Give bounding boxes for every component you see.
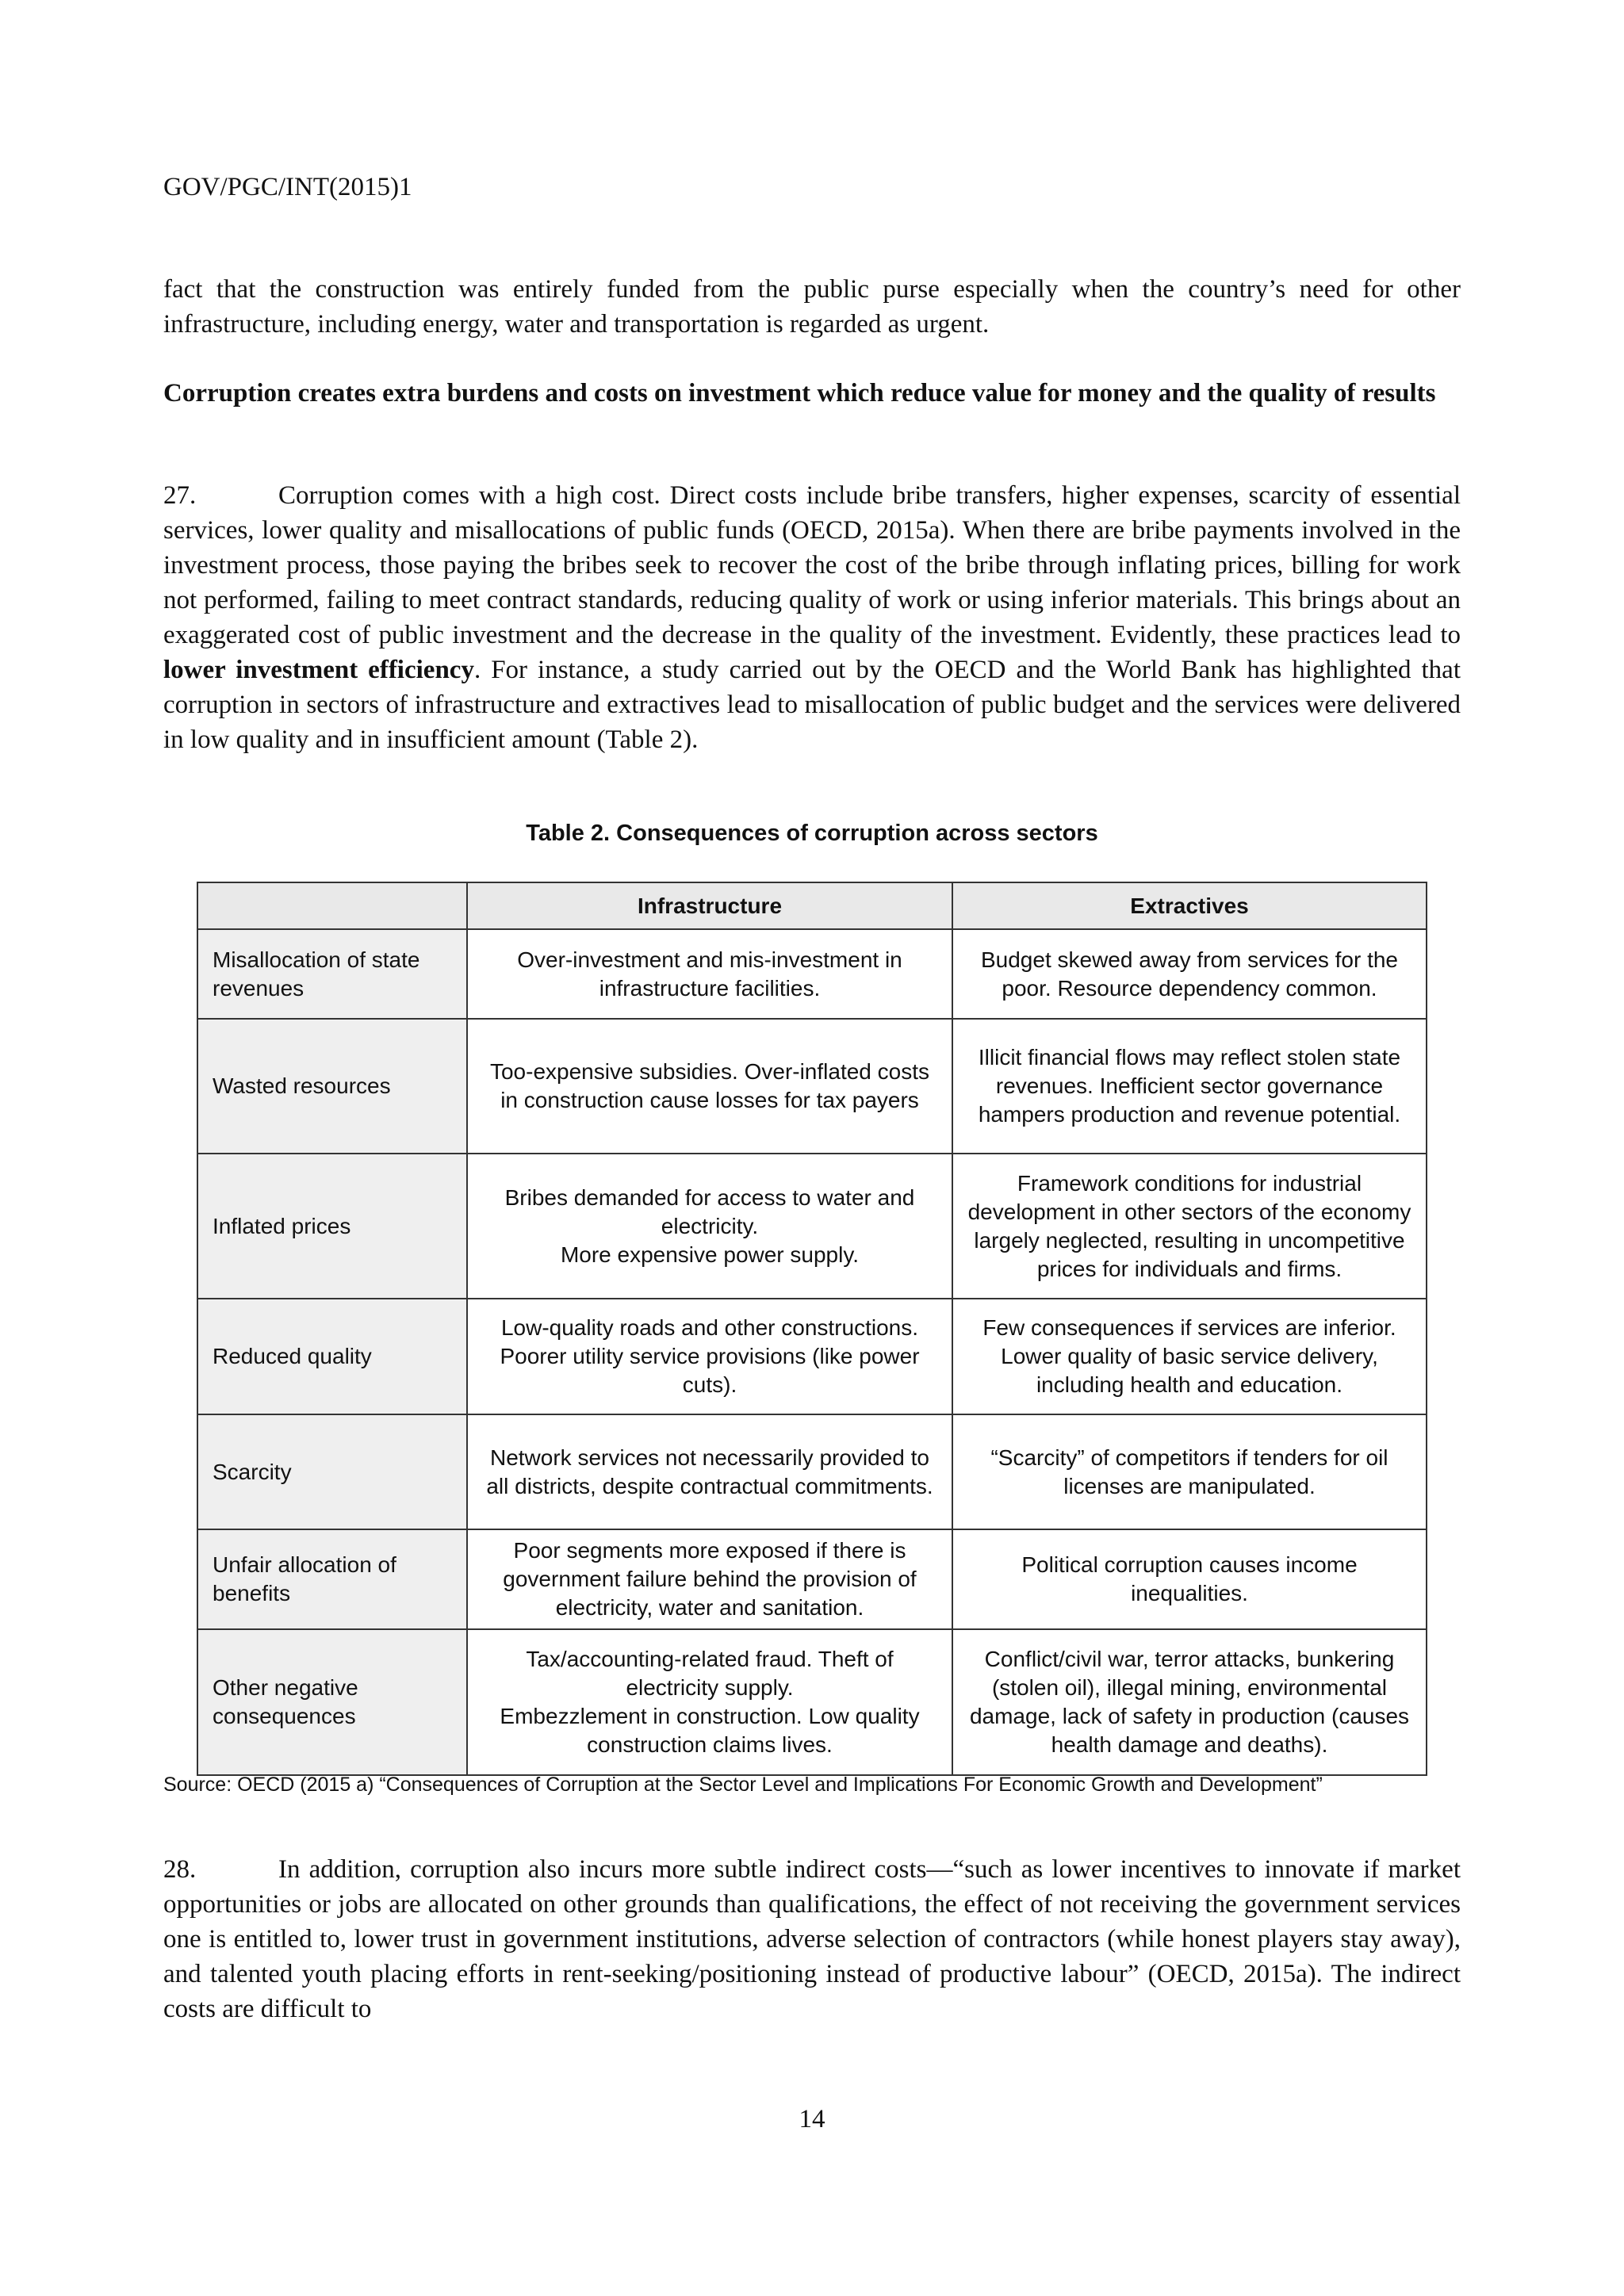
paragraph-text: . For instance, a study carried out by the OECD and the World Bank has highlighted that corruption in sectors of infrastructure and extractives lead to misallocation of public budget and the services were delivered in low quality and in insufficient amount (Table 2). (163, 656, 1461, 754)
table-row (197, 1414, 1427, 1529)
table-header-cell (197, 882, 467, 929)
table-row (197, 1154, 1427, 1299)
cell-line: Political corruption causes income inequalities. (1021, 1552, 1358, 1605)
cell-line: Illicit financial flows may reflect stolen state revenues. Inefficient sector governance hampers production and revenue potential. (978, 1045, 1401, 1127)
cell-line: Poor segments more exposed if there is government failure behind the provision of electricity, water and sanitation. (503, 1538, 917, 1620)
infrastructure-cell (467, 1299, 952, 1414)
infrastructure-cell (467, 1529, 952, 1629)
infrastructure-cell (467, 1154, 952, 1299)
section-heading: Corruption creates extra burdens and costs on investment which reduce value for money and the quality of results (163, 379, 1436, 408)
cell-line: Conflict/civil war, terror attacks, bunkering (stolen oil), illegal mining, environmental damage, lack of safety in production (causes health damage and deaths). (969, 1647, 1410, 1757)
extractives-cell (952, 1629, 1427, 1775)
paragraph-27 (163, 478, 1461, 757)
table-header-cell: Extractives (952, 882, 1427, 929)
cell-line: More expensive power supply. (560, 1242, 860, 1267)
table-caption: Table 2. Consequences of corruption across sectors (526, 821, 1098, 846)
table-row (197, 1299, 1427, 1414)
cell-line: Bribes demanded for access to water and electricity. (504, 1184, 915, 1238)
paragraph-text: In addition, corruption also incurs more subtle indirect costs—“such as lower incentives to innovate if market opportunities or jobs are allocated on other grounds than qualifications, the effect of not receiving the government services one is entitled to, lower trust in government institutions, adverse selection of contractors (while honest players stay away), and talented youth placing efforts in rent-seeking/positioning instead of productive labour” (OECD, 2015a). The indirect costs are difficult to (163, 1855, 1461, 2023)
table-source-note: Source: OECD (2015 a) “Consequences of Corruption at the Sector Level and Implications For Economic Growth and Development” (163, 1774, 1323, 1796)
infrastructure-cell (467, 1414, 952, 1529)
document-code: GOV/PGC/INT(2015)1 (163, 173, 412, 201)
cell-line: Poorer utility service provisions (like power cuts). (500, 1344, 920, 1397)
cell-line: Low-quality roads and other constructions. (500, 1315, 919, 1340)
extractives-cell (952, 929, 1427, 1019)
consequences-table (197, 882, 1427, 1776)
emphasis-text: lower investment efficiency (163, 656, 474, 684)
cell-line: Too-expensive subsidies. Over-inflated costs in construction cause losses for tax payers (489, 1059, 930, 1112)
row-label: Inflated prices (197, 1154, 467, 1299)
cell-line: Framework conditions for industrial development in other sectors of the economy largely neglected, resulting in uncompetitive prices for individuals and firms. (967, 1170, 1411, 1281)
extractives-cell (952, 1019, 1427, 1154)
intro-paragraph: fact that the construction was entirely funded from the public purse especially when the country’s need for other infrastructure, including energy, water and transportation is regarded as urgent. (163, 275, 1461, 339)
paragraph-28 (163, 1852, 1461, 2026)
cell-line: Embezzlement in construction. Low quality construction claims lives. (500, 1704, 920, 1757)
extractives-cell (952, 1299, 1427, 1414)
paragraph-number: 28. (163, 1855, 197, 1884)
row-label: Reduced quality (197, 1299, 467, 1414)
paragraph-text: Corruption comes with a high cost. Direct costs include bribe transfers, higher expenses, scarcity of essential services, lower quality and misallocations of public funds (OECD, 2015a). When there are bribe payments involved in the investment process, those paying the bribes seek to recover the cost of the bribe through inflating prices, billing for work not performed, failing to meet contract standards, reducing quality of work or using inferior materials. This brings about an exaggerated cost of public investment and the decrease in the quality of the investment. Evidently, these practices lead to (163, 481, 1461, 649)
infrastructure-cell (467, 1019, 952, 1154)
page-number: 14 (799, 2105, 825, 2133)
row-label: Scarcity (197, 1414, 467, 1529)
table-row (197, 929, 1427, 1019)
extractives-cell (952, 1529, 1427, 1629)
row-label: Unfair allocation of benefits (197, 1529, 467, 1629)
row-label: Other negative consequences (197, 1629, 467, 1775)
cell-line: Few consequences if services are inferior. Lower quality of basic service delivery, including health and education. (982, 1315, 1396, 1397)
cell-line: Tax/accounting-related fraud. Theft of electricity supply. (526, 1647, 894, 1700)
table-row (197, 1529, 1427, 1629)
row-label: Misallocation of state revenues (197, 929, 467, 1019)
table-header-cell: Infrastructure (467, 882, 952, 929)
infrastructure-cell (467, 929, 952, 1019)
row-label: Wasted resources (197, 1019, 467, 1154)
extractives-cell (952, 1154, 1427, 1299)
extractives-cell (952, 1414, 1427, 1529)
table-row (197, 1629, 1427, 1775)
cell-line: Budget skewed away from services for the poor. Resource dependency common. (980, 947, 1398, 1001)
cell-line: “Scarcity” of competitors if tenders for oil licenses are manipulated. (990, 1445, 1388, 1498)
cell-line: Network services not necessarily provided to all districts, despite contractual commitments. (486, 1445, 933, 1498)
cell-line: Over-investment and mis-investment in infrastructure facilities. (517, 947, 902, 1001)
table-row (197, 1019, 1427, 1154)
paragraph-number: 27. (163, 481, 197, 510)
table-header-row (197, 882, 1427, 929)
infrastructure-cell (467, 1629, 952, 1775)
